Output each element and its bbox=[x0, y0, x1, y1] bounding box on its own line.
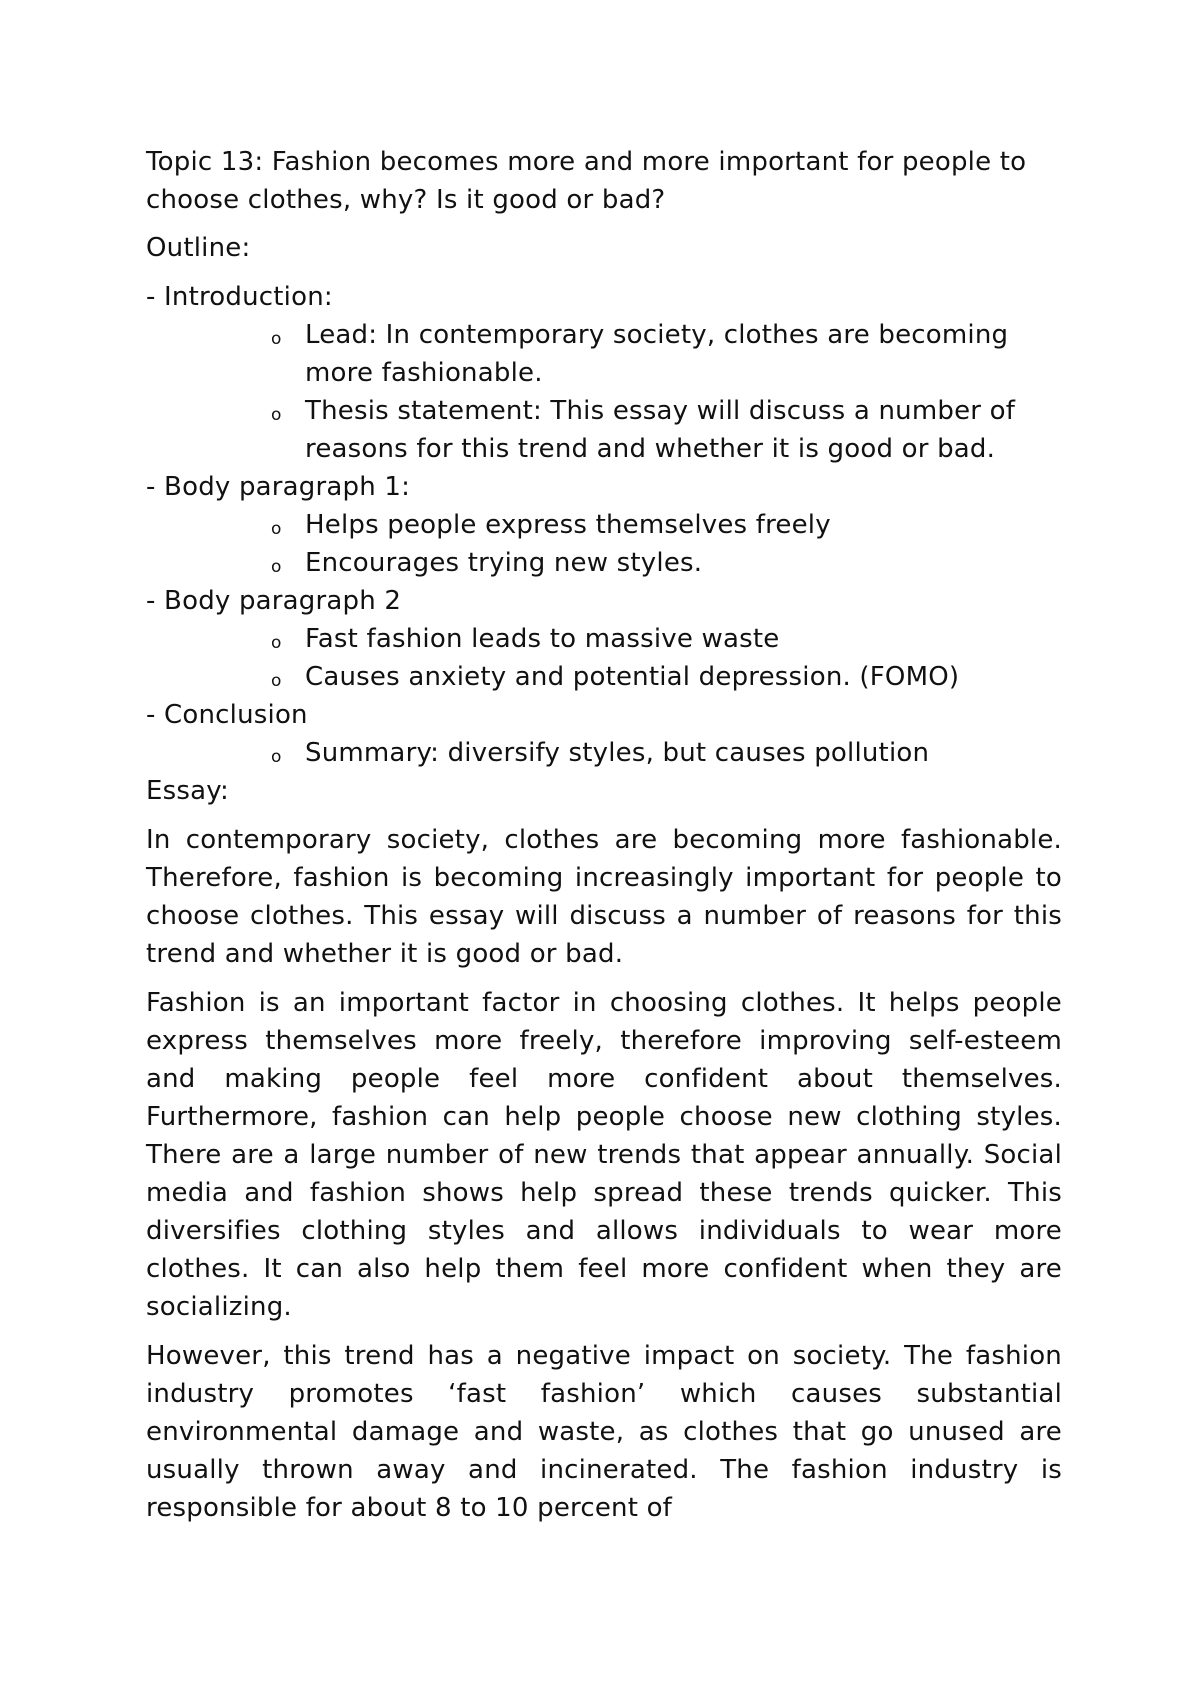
circle-bullet-icon: o bbox=[271, 747, 282, 767]
circle-bullet-icon: o bbox=[271, 557, 282, 577]
circle-bullet-icon: o bbox=[271, 633, 282, 653]
circle-bullet-icon: o bbox=[271, 519, 282, 539]
outline-sub-list bbox=[146, 620, 1062, 696]
outline-list-item bbox=[271, 620, 1062, 658]
outline-list-item bbox=[271, 316, 1062, 392]
outline-item-text: Encourages trying new styles. bbox=[305, 548, 703, 578]
outline-label: Outline: bbox=[146, 233, 251, 263]
outline-section-heading: - Body paragraph 1: bbox=[146, 472, 411, 502]
outline-section-introduction bbox=[146, 278, 1062, 468]
outline-sub-list bbox=[146, 316, 1062, 468]
outline-section-heading: - Body paragraph 2 bbox=[146, 586, 402, 616]
essay-body bbox=[146, 821, 1062, 1527]
outline-list-item bbox=[271, 734, 1062, 772]
outline-sub-list bbox=[146, 734, 1062, 772]
circle-bullet-icon: o bbox=[271, 405, 282, 425]
essay-paragraph: However, this trend has a negative impact on society. The fashion industry promotes ‘fast fashion’ which causes substantial environmental damage and waste, as clothes that go unused are usually thrown away and incinerated. The fashion industry is responsible for about 8 to 10 percent of bbox=[146, 1341, 1062, 1523]
outline-section-heading: - Introduction: bbox=[146, 282, 333, 312]
outline-item-text: Causes anxiety and potential depression. (FOMO) bbox=[305, 662, 960, 692]
essay-paragraph: In contemporary society, clothes are becoming more fashionable. Therefore, fashion is becoming increasingly important for people to choose clothes. This essay will discuss a number of reasons for this trend and whether it is good or bad. bbox=[146, 825, 1062, 969]
outline-list-item bbox=[271, 544, 1062, 582]
outline-section-body-2 bbox=[146, 582, 1062, 696]
outline-list-item bbox=[271, 658, 1062, 696]
outline-item-text: Helps people express themselves freely bbox=[305, 510, 831, 540]
outline-list-item bbox=[271, 506, 1062, 544]
outline-section-body-1 bbox=[146, 468, 1062, 582]
outline-item-text: Summary: diversify styles, but causes pollution bbox=[305, 738, 930, 768]
outline-item-text: Thesis statement: This essay will discuss a number of reasons for this trend and whether it is good or bad. bbox=[305, 396, 1016, 464]
outline-list-item bbox=[271, 392, 1062, 468]
topic-heading: Topic 13: Fashion becomes more and more important for people to choose clothes, why? Is it good or bad? bbox=[146, 147, 1027, 215]
outline-item-text: Lead: In contemporary society, clothes are becoming more fashionable. bbox=[305, 320, 1009, 388]
outline-sub-list bbox=[146, 506, 1062, 582]
essay-label: Essay: bbox=[146, 776, 229, 806]
outline-item-text: Fast fashion leads to massive waste bbox=[305, 624, 780, 654]
outline-section-conclusion bbox=[146, 696, 1062, 772]
essay-paragraph: Fashion is an important factor in choosing clothes. It helps people express themselves more freely, therefore improving self-esteem and making people feel more confident about themselves. Furthermore, fashion can help people choose new clothing styles. There are a large number of new trends that appear annually. Social media and fashion shows help spread these trends quicker. This diversifies clothing styles and allows individuals to wear more clothes. It can also help them feel more confident when they are socializing. bbox=[146, 988, 1062, 1322]
outline-section-heading: - Conclusion bbox=[146, 700, 308, 730]
circle-bullet-icon: o bbox=[271, 671, 282, 691]
circle-bullet-icon: o bbox=[271, 329, 282, 349]
